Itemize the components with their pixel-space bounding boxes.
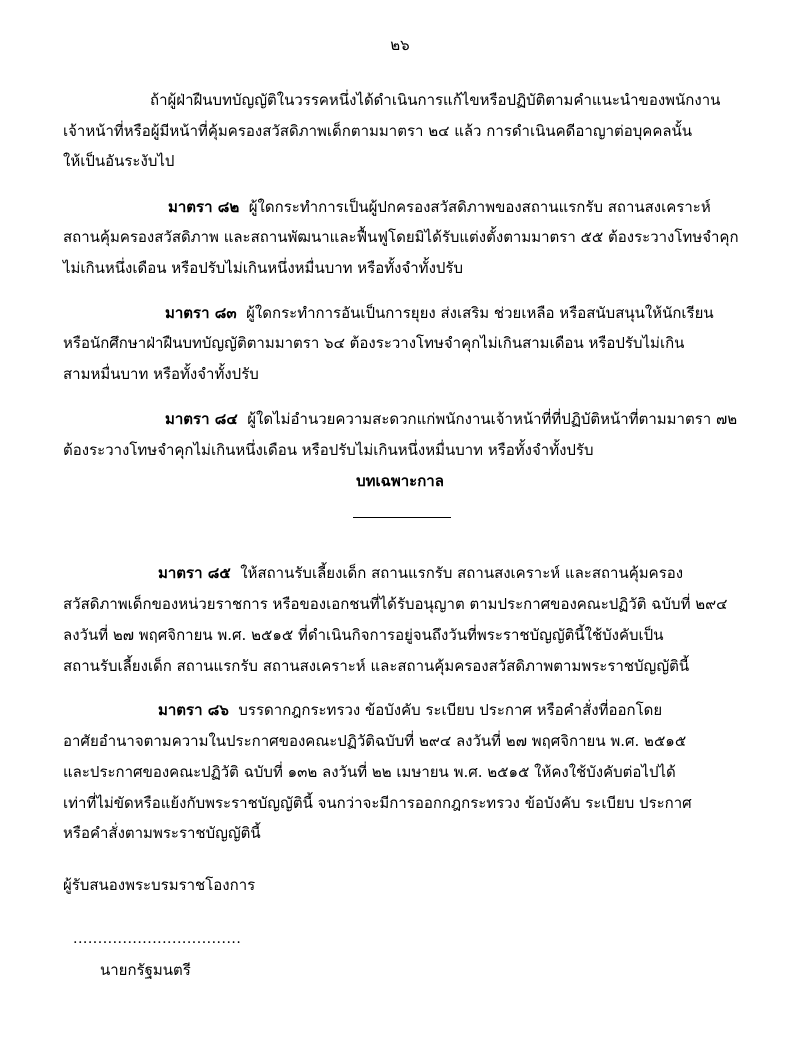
- paragraph-line: เจ้าหน้าที่หรือผู้มีหน้าที่คุ้มครองสวัสดิภาพเด็กตามมาตรา ๒๔ แล้ว การดำเนินคดีอาญาต่อบุคคลนั้น: [63, 122, 693, 140]
- paragraph-line: สามหมื่นบาท หรือทั้งจำทั้งปรับ: [63, 365, 259, 383]
- section-heading: บทเฉพาะกาล: [356, 472, 444, 490]
- countersign-label: ผู้รับสนองพระบรมราชโองการ: [63, 876, 256, 894]
- paragraph-line: ให้เป็นอันระงับไป: [63, 152, 175, 170]
- section-text: ผู้ใดกระทำการเป็นผู้ปกครองสวัสดิภาพของสถานแรกรับ สถานสงเคราะห์: [248, 198, 711, 216]
- paragraph-line: ลงวันที่ ๒๗ พฤศจิกายน พ.ศ. ๒๕๑๕ ที่ดำเนินกิจการอยู่จนถึงวันที่พระราชบัญญัตินี้ใช้บังคับเป็น: [63, 626, 664, 644]
- paragraph-line: และประกาศของคณะปฏิวัติ ฉบับที่ ๑๓๒ ลงวันที่ ๒๒ เมษายน พ.ศ. ๒๕๑๕ ให้คงใช้บังคับต่อไปได้: [63, 763, 676, 781]
- paragraph-line: ต้องระวางโทษจำคุกไม่เกินหนึ่งเดือน หรือปรับไม่เกินหนึ่งหมื่นบาท หรือทั้งจำทั้งปรับ: [63, 441, 594, 459]
- heading-underline: [353, 517, 451, 518]
- section-text: ผู้ใดไม่อำนวยความสะดวกแก่พนักงานเจ้าหน้าที่ที่ปฏิบัติหน้าที่ตามมาตรา ๗๒: [247, 410, 738, 428]
- paragraph-line: สวัสดิภาพเด็กของหน่วยราชการ หรือของเอกชนที่ได้รับอนุญาต ตามประกาศของคณะปฏิวัติ ฉบับที่ ๒๙๔: [63, 595, 728, 613]
- paragraph-line: อาศัยอำนาจตามความในประกาศของคณะปฏิวัติฉบับที่ ๒๙๔ ลงวันที่ ๒๗ พฤศจิกายน พ.ศ. ๒๕๑๕: [63, 732, 687, 750]
- paragraph-line: ถ้าผู้ฝ่าฝืนบทบัญญัติในวรรคหนึ่งได้ดำเนินการแก้ไขหรือปฏิบัติตามคำแนะนำของพนักงาน: [150, 91, 721, 109]
- section-text: บรรดากฎกระทรวง ข้อบังคับ ระเบียบ ประกาศ หรือคำสั่งที่ออกโดย: [238, 701, 663, 719]
- paragraph-line: หรือคำสั่งตามพระราชบัญญัตินี้: [63, 824, 261, 842]
- paragraph-line: เท่าที่ไม่ขัดหรือแย้งกับพระราชบัญญัตินี้ จนกว่าจะมีการออกกฎกระทรวง ข้อบังคับ ระเบียบ ประกาศ: [63, 794, 692, 812]
- section-86-line-1: [158, 700, 662, 720]
- signer-title: นายกรัฐมนตรี: [100, 961, 191, 979]
- page-number: ๒๖: [390, 36, 410, 54]
- section-84-line-1: [165, 409, 737, 429]
- section-label: มาตรา ๘๕: [158, 564, 231, 582]
- paragraph-line: หรือนักศึกษาฝ่าฝืนบทบัญญัติตามมาตรา ๖๔ ต้องระวางโทษจำคุกไม่เกินสามเดือน หรือปรับไม่เกิน: [63, 334, 685, 352]
- signature-line: ..................................: [73, 931, 242, 947]
- section-85-line-1: [158, 563, 683, 583]
- section-label: มาตรา ๘๔: [165, 410, 238, 428]
- paragraph-line: สถานคุ้มครองสวัสดิภาพ และสถานพัฒนาและฟื้นฟูโดยมิได้รับแต่งตั้งตามมาตรา ๕๕ ต้องระวางโทษจำคุก: [63, 228, 739, 246]
- paragraph-line: ไม่เกินหนึ่งเดือน หรือปรับไม่เกินหนึ่งหมื่นบาท หรือทั้งจำทั้งปรับ: [63, 259, 463, 277]
- section-83-line-1: [165, 303, 714, 323]
- paragraph-line: สถานรับเลี้ยงเด็ก สถานแรกรับ สถานสงเคราะห์ และสถานคุ้มครองสวัสดิภาพตามพระราชบัญญัตินี้: [63, 657, 690, 675]
- section-label: มาตรา ๘๓: [165, 304, 237, 322]
- section-text: ผู้ใดกระทำการอันเป็นการยุยง ส่งเสริม ช่วยเหลือ หรือสนับสนุนให้นักเรียน: [246, 304, 714, 322]
- section-82-line-1: [168, 197, 711, 217]
- section-label: มาตรา ๘๖: [158, 701, 229, 719]
- section-text: ให้สถานรับเลี้ยงเด็ก สถานแรกรับ สถานสงเคราะห์ และสถานคุ้มครอง: [240, 564, 684, 582]
- section-label: มาตรา ๘๒: [168, 198, 240, 216]
